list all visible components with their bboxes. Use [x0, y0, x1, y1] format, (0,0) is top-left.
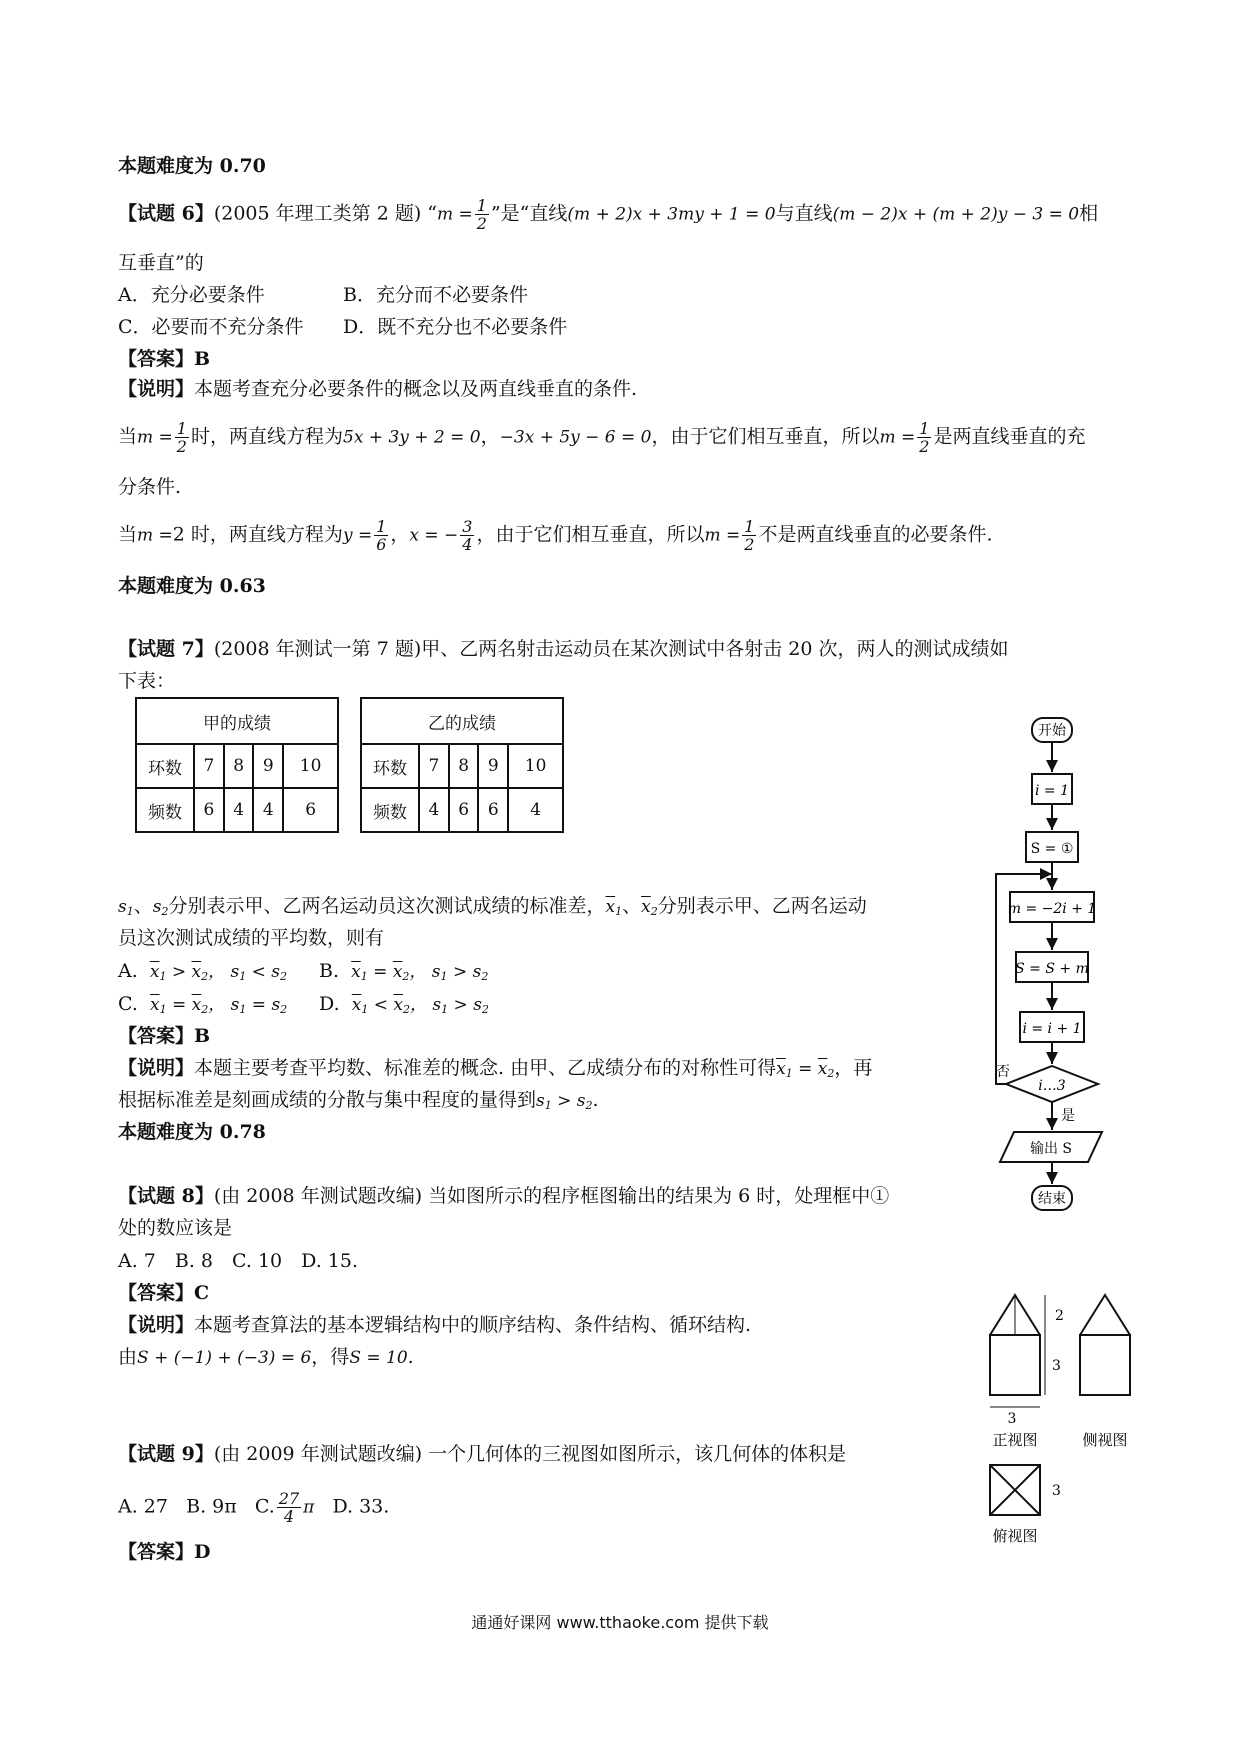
answer-tag: 【答案】 — [118, 1282, 195, 1304]
text: ，由于它们相互垂直，所以 — [651, 425, 880, 448]
three-views-diagram — [985, 1285, 1155, 1555]
table-b — [360, 697, 564, 833]
frac-den: 2 — [476, 214, 487, 233]
q7-options-row1: A. $\overline{x}_1 > \overline{x}_2$， $s_1 < s_2$ B. $\overline{x}_1 = \overline{x}_2$， $s_1 > s_2$ — [118, 960, 489, 983]
three-quarter-frac — [460, 518, 474, 553]
top-view-label: 俯视图 — [992, 1527, 1038, 1545]
answer-tag: 【答案】 — [118, 348, 195, 370]
cell: 8 — [224, 744, 254, 788]
flowchart-yes-label: 是 — [1061, 1108, 1075, 1124]
answer-value: D — [194, 1541, 211, 1563]
q6-stem-b: ”是“直线 — [490, 202, 568, 225]
q9-stem-line — [118, 1441, 846, 1467]
frac-den: 4 — [283, 1507, 295, 1526]
side-view-label: 侧视图 — [1082, 1431, 1128, 1449]
frac-num: 1 — [376, 517, 387, 536]
q6-line1-eq: (m + 2)x + 3my + 1 = 0 — [567, 204, 776, 225]
front-view-label: 正视图 — [992, 1431, 1038, 1449]
answer-value: B — [194, 1025, 211, 1047]
frac-num: 1 — [919, 419, 930, 438]
q6-explain-line2: 当m =2 时，两直线方程为y = $\frac{1}{6}$ ，x = − $\frac{3}{4}$ ，由于它们相互垂直，所以m = $\frac{1}{2}$ 不是两直线垂直的必要条件. — [118, 517, 993, 554]
q6-half-frac — [475, 197, 489, 232]
row-label: 环数 — [361, 744, 419, 788]
q7-options-row2: C. $\overline{x}_1 = \overline{x}_2$， $s_1 = s_2$ D. $\overline{x}_1 < \overline{x}_2$， $s_1 > s_2$ — [118, 993, 489, 1016]
calc-eq: S + (−1) + (−3) = 6 — [137, 1348, 312, 1368]
option-b: B. 9π — [186, 1495, 237, 1518]
text: 由 — [118, 1346, 138, 1368]
flowchart-step-m-label: m = −2i + 1 — [1007, 901, 1097, 917]
answer-value: B — [194, 348, 211, 370]
q8-tag: 【试题 8】 — [118, 1185, 214, 1207]
q6-m-eq: m = — [437, 204, 473, 225]
cell: 6 — [194, 788, 224, 832]
frac-num: 1 — [476, 196, 487, 215]
m-eq: m = — [137, 525, 173, 546]
q8-calc — [118, 1344, 414, 1371]
dim-3-width: 3 — [1007, 1411, 1017, 1427]
explain-text: 本题考查充分必要条件的概念以及两直线垂直的条件. — [194, 378, 638, 400]
frac-num: 27 — [278, 1489, 300, 1508]
frac-den: 2 — [919, 437, 930, 456]
explain-text: 根据标准差是刻画成绩的分散与集中程度的量得到 — [118, 1089, 537, 1111]
text: ，再 — [834, 1057, 873, 1079]
answer-tag: 【答案】 — [118, 1025, 195, 1047]
row-label: 频数 — [361, 788, 419, 832]
option-d: D. 33. — [332, 1495, 390, 1518]
q9-options — [118, 1490, 389, 1525]
q7-stem-line — [118, 636, 1009, 662]
pi: π — [303, 1497, 315, 1518]
option-c-label: C. — [254, 1495, 275, 1518]
frac-den: 4 — [462, 535, 473, 554]
q6-stem-d: 相 — [1079, 202, 1099, 225]
dim-2: 2 — [1055, 1308, 1064, 1324]
frac-num: 3 — [462, 517, 473, 536]
cell: 10 — [283, 744, 338, 788]
flowchart-decision-label: i…3 — [1038, 1078, 1066, 1094]
explain-text: 本题主要考查平均数、标准差的概念. 由甲、乙成绩分布的对称性可得 — [194, 1057, 777, 1079]
flowchart-init-s-label: S = ① — [1030, 841, 1074, 857]
cell: 4 — [419, 788, 449, 832]
cell: 4 — [224, 788, 254, 832]
q8-stem-line2: 处的数应该是 — [118, 1217, 233, 1239]
q8-explain — [118, 1312, 751, 1338]
frac-den: 6 — [376, 535, 387, 554]
cell: 9 — [478, 744, 508, 788]
text: 当 — [118, 523, 138, 546]
flowchart-step-s-label: S = S + m — [1015, 961, 1089, 977]
row-label: 环数 — [136, 744, 194, 788]
cell: 7 — [194, 744, 224, 788]
q8-stem: (由 2008 年测试题改编) 当如图所示的程序框图输出的结果为 6 时，处理框中① — [213, 1185, 890, 1207]
difficulty-label: 本题难度为 0.70 — [118, 155, 266, 177]
q6-options-row1 — [118, 282, 528, 308]
answer-value: C — [194, 1282, 210, 1304]
text: 是两直线垂直的充 — [933, 425, 1086, 448]
q6-option-b: B．充分而不必要条件 — [343, 284, 528, 306]
option-a: A. 27 — [118, 1495, 168, 1518]
cell: 10 — [508, 744, 563, 788]
text: 分别表示甲、乙两名运动员这次测试成绩的标准差， — [168, 895, 606, 917]
half-frac — [742, 518, 756, 553]
flowchart-output-label: 输出 S — [1029, 1141, 1073, 1157]
cell: 9 — [253, 744, 283, 788]
flowchart-start-label: 开始 — [1038, 723, 1066, 739]
half-frac — [917, 420, 931, 455]
q6-quote-open: “ — [427, 202, 437, 225]
option-a-label: A. — [118, 960, 138, 982]
table-b-title: 乙的成绩 — [361, 698, 563, 744]
half-frac — [175, 420, 189, 455]
page-footer: 通通好课网 www.tthaoke.com 提供下载 — [471, 1613, 769, 1632]
x-eq: x = − — [409, 525, 459, 546]
flowchart-step-i-label: i = i + 1 — [1022, 1021, 1082, 1037]
q7-explain: 【说明】本题主要考查平均数、标准差的概念. 由甲、乙成绩分布的对称性可得$\overline{x}_1 = \overline{x}_2$，再 — [118, 1057, 873, 1080]
frac-den: 2 — [176, 437, 187, 456]
side-view — [1080, 1295, 1130, 1449]
result-eq: S = 10 — [349, 1348, 408, 1368]
q9-answer — [118, 1539, 211, 1565]
q6-line2-eq: (m − 2)x + (m + 2)y − 3 = 0 — [832, 204, 1080, 225]
q7-explain-line2: 根据标准差是刻画成绩的分散与集中程度的量得到$s_1 > s_2$. — [118, 1089, 599, 1112]
text: ，得 — [311, 1346, 350, 1368]
q9-tag: 【试题 9】 — [118, 1443, 214, 1465]
text: 2 时，两直线方程为 — [172, 523, 343, 546]
sixth-frac — [374, 518, 388, 553]
text: 分别表示甲、乙两名运动 — [657, 895, 867, 917]
front-view — [990, 1295, 1064, 1449]
cell: 6 — [478, 788, 508, 832]
q6-source: (2005 年理工类第 2 题) — [213, 202, 422, 225]
difficulty-label: 本题难度为 0.63 — [118, 575, 266, 597]
top-view — [990, 1465, 1061, 1545]
q6-options-row2 — [118, 314, 567, 340]
frac-num: 1 — [744, 517, 755, 536]
m-eq: m = — [704, 525, 741, 546]
text: 时，两直线方程为 — [190, 425, 343, 448]
flowchart-init-i-label: i = 1 — [1034, 783, 1070, 799]
row-label: 频数 — [136, 788, 194, 832]
table-a — [135, 697, 339, 833]
explain-tag: 【说明】 — [118, 1057, 195, 1079]
option-c-frac — [277, 1490, 301, 1525]
flowchart — [990, 710, 1110, 1220]
q7-stem: 甲、乙两名射击运动员在某次测试中各射击 20 次，两人的测试成绩如 — [421, 638, 1009, 660]
y-eq: y = — [342, 525, 373, 546]
m-eq: m = — [879, 427, 916, 448]
cell: 6 — [449, 788, 479, 832]
q7-stem-line2: 下表： — [118, 670, 176, 692]
cell: 7 — [419, 744, 449, 788]
q6-option-d: D．既不充分也不必要条件 — [343, 316, 568, 338]
q7-tag: 【试题 7】 — [118, 638, 214, 660]
explain-tag: 【说明】 — [118, 378, 195, 400]
dim-3-height: 3 — [1052, 1358, 1061, 1374]
q6-tag: 【试题 6】 — [118, 202, 214, 225]
option-b-label: B. — [319, 960, 340, 982]
q6-option-a: A．充分必要条件 — [118, 284, 265, 306]
text: 当 — [118, 425, 138, 448]
q6-explain — [118, 376, 637, 402]
text: 不是两直线垂直的必要条件. — [758, 523, 993, 546]
m-eq: m = — [137, 427, 173, 448]
explain-text: 本题考查算法的基本逻辑结构中的顺序结构、条件结构、循环结构. — [194, 1314, 752, 1336]
dim-3-top: 3 — [1052, 1483, 1061, 1499]
frac-num: 1 — [176, 419, 187, 438]
difficulty-label: 本题难度为 0.78 — [118, 1121, 266, 1143]
q8-answer — [118, 1280, 209, 1306]
option-d-label: D. — [319, 993, 340, 1015]
frac-den: 2 — [744, 535, 755, 554]
answer-tag: 【答案】 — [118, 1541, 195, 1563]
q8-stem-line — [118, 1183, 889, 1209]
eq2: −3x + 5y − 6 = 0 — [499, 427, 652, 448]
flowchart-no-label: 否 — [996, 1064, 1010, 1080]
text: ，由于它们相互垂直，所以 — [476, 523, 705, 546]
q6-stem-line — [118, 197, 1098, 232]
sep: 、 — [133, 895, 153, 917]
table-a-title: 甲的成绩 — [136, 698, 338, 744]
cell: 4 — [508, 788, 563, 832]
sep: ， — [480, 425, 500, 448]
q6-option-c: C．必要而不充分条件 — [118, 316, 304, 338]
q6-explain-line1b: 分条件. — [118, 476, 182, 498]
q6-stem-c: 与直线 — [775, 202, 833, 225]
cell: 6 — [283, 788, 338, 832]
q7-source: (2008 年测试一第 7 题) — [213, 638, 422, 660]
q9-stem: (由 2009 年测试题改编) 一个几何体的三视图如图所示，该几何体的体积是 — [213, 1443, 847, 1465]
eq1: 5x + 3y + 2 = 0 — [343, 427, 481, 448]
q6-explain-line1 — [118, 420, 1086, 455]
text: . — [592, 1089, 599, 1111]
option-c-label: C. — [118, 993, 138, 1015]
q8-options: A. 7 B. 8 C. 10 D. 15. — [118, 1250, 358, 1272]
q6-answer — [118, 346, 210, 372]
q7-answer — [118, 1023, 210, 1049]
cell: 8 — [449, 744, 479, 788]
q7-desc-line1: $s_1$、$s_2$分别表示甲、乙两名运动员这次测试成绩的标准差，$\overline{x}_1$、$\overline{x}_2$分别表示甲、乙两名运动 — [118, 895, 867, 918]
cell: 4 — [253, 788, 283, 832]
q7-desc-line2: 员这次测试成绩的平均数，则有 — [118, 927, 385, 949]
explain-tag: 【说明】 — [118, 1314, 195, 1336]
q6-stem-line2: 互垂直”的 — [118, 252, 204, 274]
flowchart-end-label: 结束 — [1038, 1191, 1066, 1207]
text: . — [407, 1346, 414, 1368]
